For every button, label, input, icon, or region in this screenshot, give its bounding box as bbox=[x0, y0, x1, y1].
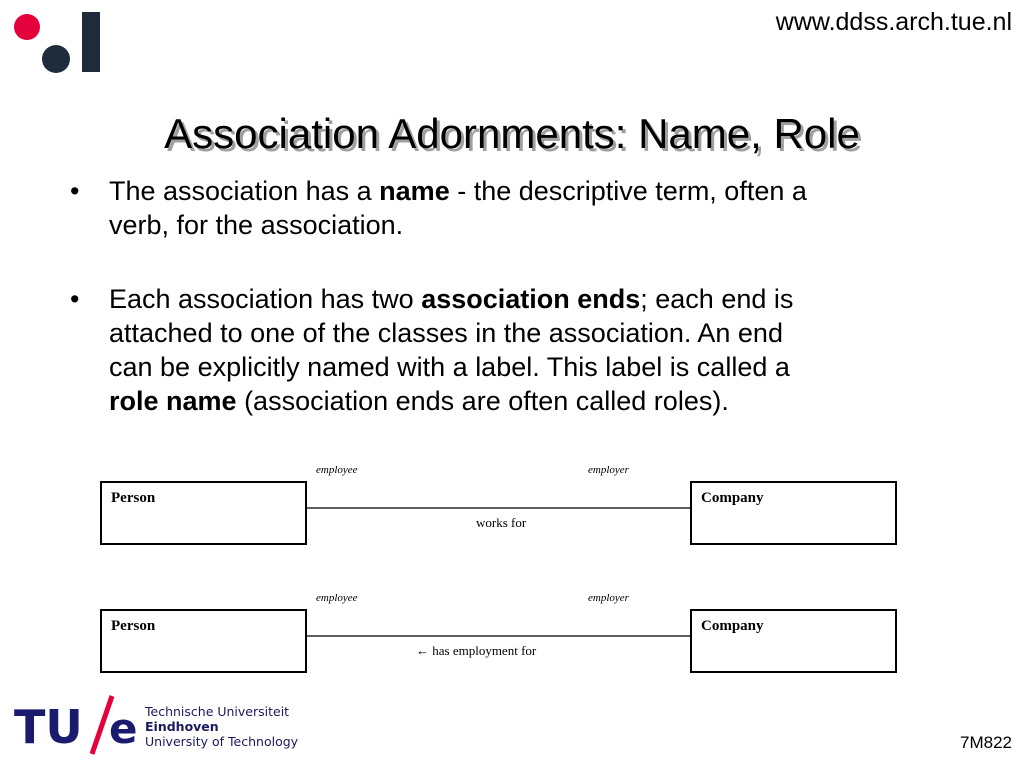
bullet-emphasis: name bbox=[379, 176, 450, 206]
website-url[interactable]: www.ddss.arch.tue.nl bbox=[775, 8, 1012, 36]
university-line-2: Eindhoven bbox=[145, 719, 219, 734]
class-box-company: Company bbox=[690, 609, 897, 673]
association-name bbox=[416, 643, 536, 659]
class-box-person: Person bbox=[100, 609, 307, 673]
association-name: works for bbox=[476, 515, 527, 530]
arrow-left-icon: ← bbox=[416, 643, 429, 658]
university-line-1: Technische Universiteit bbox=[145, 704, 290, 719]
bullet-marker: • bbox=[70, 176, 80, 206]
bullet-text: ; each end is attached to one of the classes in the association. An end can be explicitly named with a label. This label is called a bbox=[109, 284, 794, 382]
association-name-text: has employment for bbox=[432, 643, 537, 658]
tue-logo-mark-e: e bbox=[109, 704, 138, 753]
right-role-label: employer bbox=[588, 464, 629, 476]
left-role-label: employee bbox=[316, 464, 358, 476]
bullet-text: Each association has two bbox=[109, 284, 422, 314]
course-code: 7M822 bbox=[960, 733, 1012, 752]
class-box-person: Person bbox=[100, 481, 307, 545]
bullet-emphasis: association ends bbox=[421, 284, 641, 314]
right-role-label: employer bbox=[588, 592, 629, 604]
tue-logo-mark-tu: TU bbox=[14, 700, 83, 754]
bullet-marker: • bbox=[70, 284, 80, 314]
class-box-company: Company bbox=[690, 481, 897, 545]
university-name bbox=[145, 704, 298, 749]
bullet-text: (association ends are often called roles). bbox=[236, 386, 729, 416]
left-role-label: employee bbox=[316, 592, 358, 604]
slide-title: Association Adornments: Name, Role bbox=[164, 110, 860, 157]
bullet-text: - the descriptive term, often a verb, for the association. bbox=[109, 176, 807, 240]
bullet-emphasis: role name bbox=[109, 386, 237, 416]
university-line-3: University of Technology bbox=[145, 734, 299, 749]
bullet-text: The association has a bbox=[109, 176, 380, 206]
